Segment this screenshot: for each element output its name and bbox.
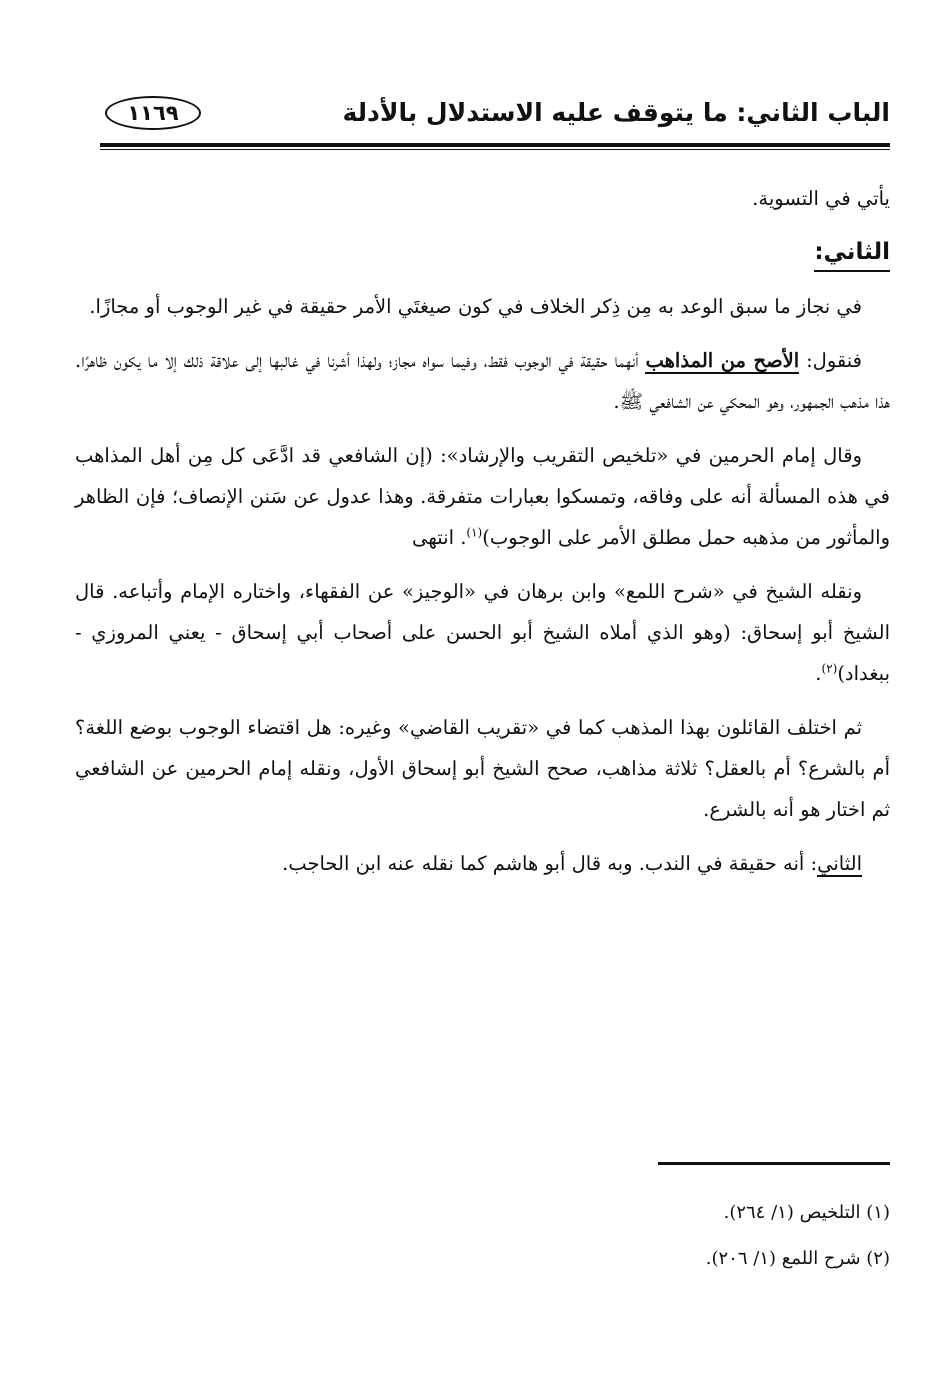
paragraph-6-rest: : أنه حقيقة في الندب. وبه قال أبو هاشم كما نقله عنه ابن الحاجب. [282,852,818,875]
header-rule-thin [100,149,890,150]
intro-line: يأتي في التسوية. [752,187,890,210]
footnotes [75,1190,890,1282]
paragraph-2 [75,340,890,422]
paragraph-4-text: ونقله الشيخ في «شرح اللمع» وابن برهان في «الوجيز» عن الفقهاء، واختاره الإمام وأتباعه. قال الشيخ أبو إسحاق: (وهو الذي أملاه الشيخ أبو الحسن على أصحاب أبي إسحاق - يعني المروزي - ببغداد) [75,580,890,685]
page-header [100,92,890,150]
keyword-most-correct: الأصح من المذاهب [645,349,800,372]
page-body [75,178,890,897]
paragraph-6 [75,843,890,884]
paragraph-3-text: وقال إمام الحرمين في «تلخيص التقريب والإرشاد»: (إن الشافعي قد ادَّعَى كل مِن أهل المذاهب في هذه المسألة أنه على وفاقه، وتمسكوا بعبارات متفرقة. وهذا عدول عن سَنن الإنصاف؛ فإن الظاهر والمأثور من مذهبه حمل مطلق الأمر على الوجوب) [75,444,890,549]
header-rule [100,143,890,147]
paragraph-4-end: . [815,662,822,685]
paragraph-2-rest: أنهما حقيقة في الوجوب فقط، وفيما سواه مجاز؛ ولهذا أشرنا في غالبها إلى علاقة ذلك إلا ما يكون ظاهرًا. هذا مذهب الجمهور، وهو المحكي عن الشافعي ﷺ. [75,349,890,413]
keyword-second: الثاني [817,852,862,875]
footnote-ref-1: (١) [466,525,483,540]
paragraph-3 [75,435,890,558]
paragraph-2-start: فنقول: [799,349,862,372]
paragraph-5: ثم اختلف القائلون بهذا المذهب كما في «تقريب القاضي» وغيره: هل اقتضاء الوجوب بوضع اللغة؟ أم بالشرع؟ أم بالعقل؟ ثلاثة مذاهب، صحح الشيخ أبو إسحاق الأول، ونقله إمام الحرمين عن الشافعي ثم اختار هو أنه بالشرع. [75,716,890,821]
section-heading: الثاني: [814,234,890,272]
footnote-2: (٢) شرح اللمع (١/ ٢٠٦). [705,1248,890,1269]
footnote-ref-2: (٢) [821,661,838,676]
chapter-title: الباب الثاني: ما يتوقف عليه الاستدلال بالأدلة [342,98,890,127]
section-heading-line [75,232,890,273]
footnote-1: (١) التلخيص (١/ ٢٦٤). [723,1202,890,1223]
page-number-badge: ١١٦٩ [105,96,201,130]
footnote-separator [658,1162,890,1165]
paragraph-4 [75,571,890,694]
paragraph-1: في نجاز ما سبق الوعد به مِن ذِكر الخلاف في كون صيغتَي الأمر حقيقة في غير الوجوب أو مجازًا. [89,295,862,318]
paragraph-3-end: . انتهى [412,526,467,549]
